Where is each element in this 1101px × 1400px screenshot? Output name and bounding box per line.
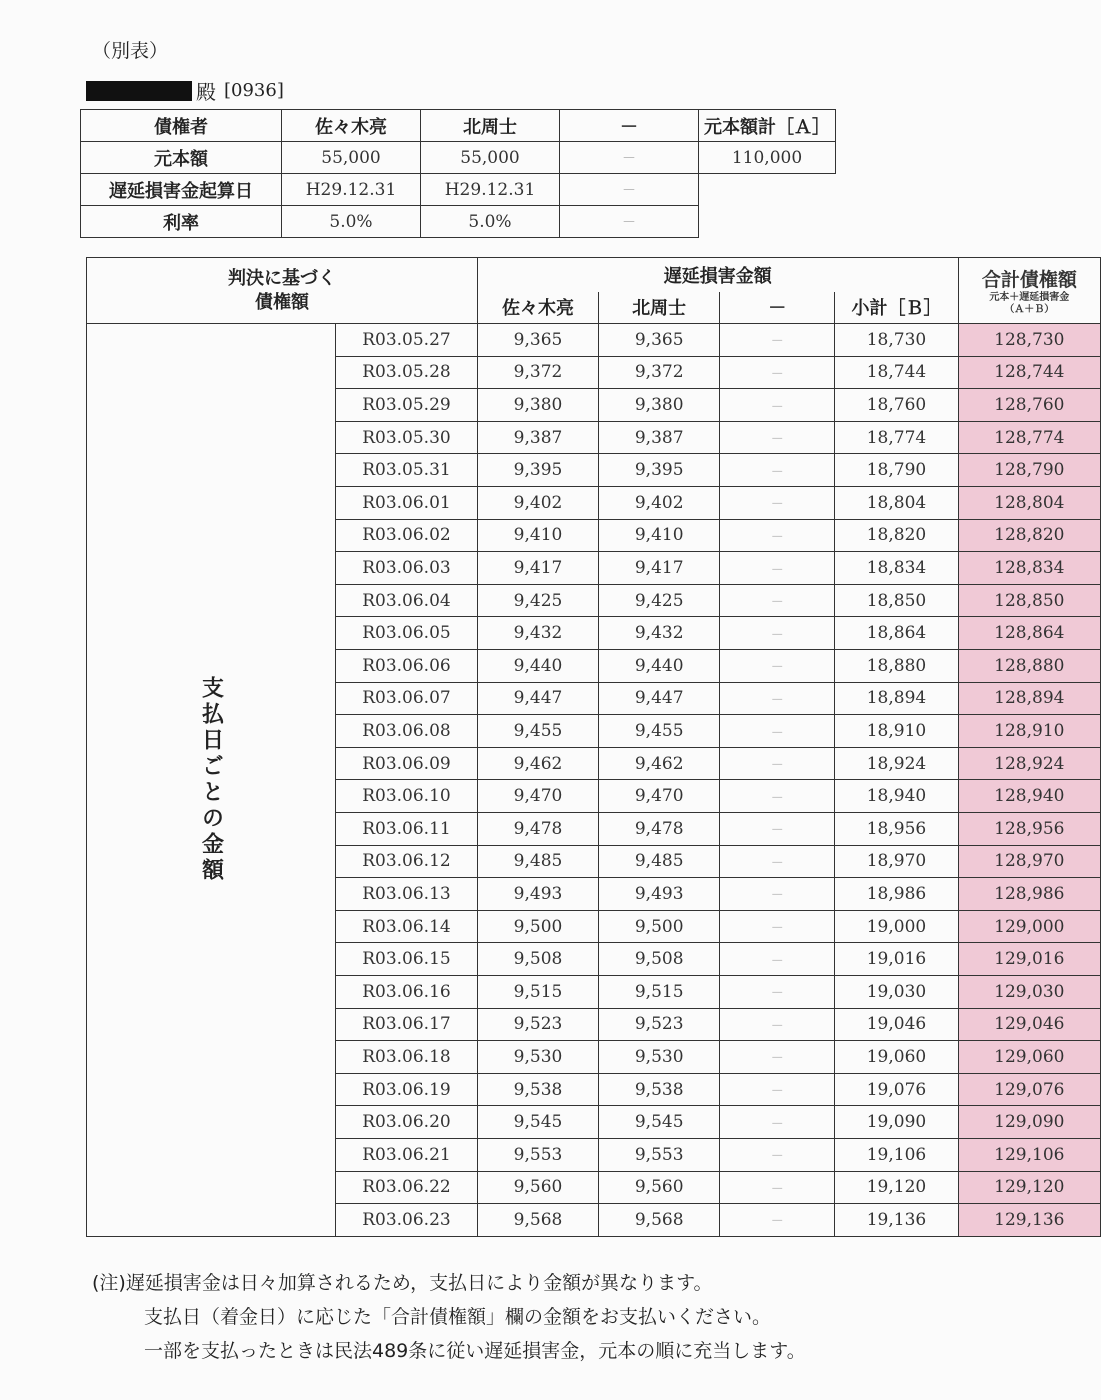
start-date-1: H29.12.31	[282, 174, 421, 206]
damages-creditor-2: 9,432	[599, 617, 720, 650]
creditor-label: 債権者	[81, 110, 282, 142]
subtotal: 19,016	[835, 943, 958, 976]
total-claim: 128,804	[958, 487, 1100, 520]
total-claim: 128,760	[958, 389, 1100, 422]
damages-creditor-3: －	[720, 650, 835, 683]
damages-creditor-1: 9,410	[477, 519, 598, 552]
total-claim: 128,894	[958, 682, 1100, 715]
payment-date: R03.06.18	[336, 1041, 478, 1074]
payment-date: R03.06.13	[336, 878, 478, 911]
total-claim: 129,046	[958, 1008, 1100, 1041]
total-claim: 128,956	[958, 813, 1100, 846]
subtotal: 19,000	[835, 910, 958, 943]
subtotal: 19,046	[835, 1008, 958, 1041]
damages-creditor-3: －	[720, 324, 835, 357]
damages-creditor-3: －	[720, 1171, 835, 1204]
damages-creditor-1: 9,470	[477, 780, 598, 813]
damages-creditor-1: 9,447	[477, 682, 598, 715]
payment-date: R03.06.12	[336, 845, 478, 878]
damages-creditor-2: 9,493	[599, 878, 720, 911]
subtotal: 18,940	[835, 780, 958, 813]
rate-row	[81, 206, 836, 238]
creditor-row	[81, 110, 836, 142]
payment-date: R03.05.28	[336, 356, 478, 389]
principal-row	[81, 142, 836, 174]
damages-creditor-1: 9,523	[477, 1008, 598, 1041]
damages-creditor-2: 9,500	[599, 910, 720, 943]
summary-table	[80, 109, 836, 238]
creditor-2: 北周士	[421, 110, 560, 142]
damages-creditor-1: 9,508	[477, 943, 598, 976]
damages-creditor-2: 9,372	[599, 356, 720, 389]
start-date-2: H29.12.31	[421, 174, 560, 206]
total-claim: 128,744	[958, 356, 1100, 389]
damages-creditor-1: 9,462	[477, 747, 598, 780]
subtotal: 18,774	[835, 421, 958, 454]
subtotal: 18,970	[835, 845, 958, 878]
rate-1: 5.0%	[282, 206, 421, 238]
case-code: [0936]	[224, 80, 284, 101]
total-note-1: 元本＋遅延損害金	[989, 292, 1070, 304]
payment-date: R03.06.04	[336, 584, 478, 617]
total-claim: 128,864	[958, 617, 1100, 650]
damages-creditor-2: 9,410	[599, 519, 720, 552]
damages-creditor-3: －	[720, 519, 835, 552]
damages-creditor-2: 9,440	[599, 650, 720, 683]
principal-2: 55,000	[421, 142, 560, 174]
damages-creditor-3: －	[720, 845, 835, 878]
total-claim: 128,790	[958, 454, 1100, 487]
total-claim: 128,924	[958, 747, 1100, 780]
col-subtotal: 小計［Ｂ］	[835, 292, 958, 324]
damages-creditor-1: 9,387	[477, 421, 598, 454]
empty-cell	[699, 206, 836, 238]
damages-creditor-3: －	[720, 617, 835, 650]
payment-date: R03.06.06	[336, 650, 478, 683]
damages-creditor-2: 9,515	[599, 975, 720, 1008]
damages-creditor-2: 9,530	[599, 1041, 720, 1074]
empty-cell	[699, 174, 836, 206]
damages-creditor-1: 9,432	[477, 617, 598, 650]
payment-date: R03.06.08	[336, 715, 478, 748]
damages-creditor-2: 9,380	[599, 389, 720, 422]
principal-1: 55,000	[282, 142, 421, 174]
subtotal: 19,090	[835, 1106, 958, 1139]
payment-rows	[87, 324, 1101, 1237]
damages-creditor-1: 9,530	[477, 1041, 598, 1074]
damages-creditor-3: －	[720, 910, 835, 943]
damages-creditor-1: 9,372	[477, 356, 598, 389]
subtotal: 18,924	[835, 747, 958, 780]
total-claim: 129,136	[958, 1204, 1100, 1237]
damages-creditor-1: 9,455	[477, 715, 598, 748]
subtotal: 18,834	[835, 552, 958, 585]
damages-creditor-3: －	[720, 1073, 835, 1106]
damages-creditor-1: 9,500	[477, 910, 598, 943]
damages-creditor-3: －	[720, 1138, 835, 1171]
payment-date: R03.05.31	[336, 454, 478, 487]
subtotal: 18,864	[835, 617, 958, 650]
damages-creditor-3: －	[720, 487, 835, 520]
damages-creditor-1: 9,493	[477, 878, 598, 911]
total-claim: 129,000	[958, 910, 1100, 943]
total-claim: 128,774	[958, 421, 1100, 454]
damages-creditor-1: 9,560	[477, 1171, 598, 1204]
total-claim: 128,940	[958, 780, 1100, 813]
subtotal: 18,804	[835, 487, 958, 520]
damages-creditor-3: －	[720, 1008, 835, 1041]
note-2: 支払日（着金日）に応じた「合計債権額」欄の金額をお支払いください。	[144, 1306, 772, 1328]
recipient-line	[86, 76, 284, 105]
damages-creditor-3: －	[720, 584, 835, 617]
total-claim: 129,120	[958, 1171, 1100, 1204]
payment-date: R03.06.19	[336, 1073, 478, 1106]
start-date-row	[81, 174, 836, 206]
payment-date: R03.05.30	[336, 421, 478, 454]
damages-creditor-2: 9,553	[599, 1138, 720, 1171]
corner-label: 判決に基づく 債権額	[87, 258, 478, 324]
subtotal: 19,030	[835, 975, 958, 1008]
note-1: (注)遅延損害金は日々加算されるため，支払日により金額が異なります。	[92, 1272, 713, 1294]
creditor-3: －	[560, 110, 699, 142]
subtotal: 18,790	[835, 454, 958, 487]
total-claim: 129,106	[958, 1138, 1100, 1171]
payment-date: R03.06.20	[336, 1106, 478, 1139]
damages-creditor-2: 9,447	[599, 682, 720, 715]
total-claim: 129,030	[958, 975, 1100, 1008]
header-row	[87, 258, 1101, 292]
damages-creditor-1: 9,545	[477, 1106, 598, 1139]
subtotal: 19,136	[835, 1204, 958, 1237]
note-3: 一部を支払ったときは民法489条に従い遅延損害金，元本の順に充当します。	[144, 1340, 806, 1362]
payment-date: R03.06.15	[336, 943, 478, 976]
total-claim: 128,834	[958, 552, 1100, 585]
damages-creditor-3: －	[720, 454, 835, 487]
subtotal: 18,986	[835, 878, 958, 911]
damages-creditor-1: 9,440	[477, 650, 598, 683]
payment-date: R03.06.21	[336, 1138, 478, 1171]
col-creditor-3: －	[720, 292, 835, 324]
damages-creditor-1: 9,553	[477, 1138, 598, 1171]
damages-creditor-2: 9,470	[599, 780, 720, 813]
notes	[92, 1266, 806, 1368]
damages-creditor-2: 9,395	[599, 454, 720, 487]
damages-creditor-1: 9,395	[477, 454, 598, 487]
subtotal: 19,076	[835, 1073, 958, 1106]
payment-date: R03.06.09	[336, 747, 478, 780]
total-claim: 128,820	[958, 519, 1100, 552]
rate-3: －	[560, 206, 699, 238]
subtotal: 18,730	[835, 324, 958, 357]
payment-date: R03.05.27	[336, 324, 478, 357]
damages-creditor-3: －	[720, 943, 835, 976]
payment-date: R03.06.03	[336, 552, 478, 585]
annex-label: （別表）	[92, 40, 169, 62]
total-claim: 128,986	[958, 878, 1100, 911]
total-claim: 128,880	[958, 650, 1100, 683]
subtotal: 18,850	[835, 584, 958, 617]
damages-creditor-2: 9,455	[599, 715, 720, 748]
payment-date: R03.06.01	[336, 487, 478, 520]
damages-creditor-1: 9,380	[477, 389, 598, 422]
total-claim: 129,060	[958, 1041, 1100, 1074]
total-claim: 128,970	[958, 845, 1100, 878]
total-title: 合計債権額	[981, 269, 1077, 292]
payment-table	[86, 257, 1101, 1237]
total-note-2: （Ａ＋Ｂ）	[1004, 304, 1055, 316]
start-date-label: 遅延損害金起算日	[81, 174, 282, 206]
damages-creditor-1: 9,485	[477, 845, 598, 878]
damages-creditor-2: 9,485	[599, 845, 720, 878]
damages-creditor-3: －	[720, 1041, 835, 1074]
damages-creditor-2: 9,417	[599, 552, 720, 585]
damages-creditor-3: －	[720, 552, 835, 585]
total-claim: 129,090	[958, 1106, 1100, 1139]
total-claim: 128,730	[958, 324, 1100, 357]
payment-date: R03.06.02	[336, 519, 478, 552]
damages-creditor-3: －	[720, 1204, 835, 1237]
damages-creditor-3: －	[720, 421, 835, 454]
damages-creditor-2: 9,508	[599, 943, 720, 976]
damages-creditor-3: －	[720, 1106, 835, 1139]
damages-creditor-2: 9,545	[599, 1106, 720, 1139]
subtotal: 18,894	[835, 682, 958, 715]
damages-creditor-3: －	[720, 878, 835, 911]
start-date-3: －	[560, 174, 699, 206]
subtotal: 18,760	[835, 389, 958, 422]
damages-creditor-2: 9,523	[599, 1008, 720, 1041]
subtotal: 19,106	[835, 1138, 958, 1171]
col-creditor-2: 北周士	[599, 292, 720, 324]
damages-label: 遅延損害金額	[477, 258, 958, 292]
total-claim: 128,910	[958, 715, 1100, 748]
rate-2: 5.0%	[421, 206, 560, 238]
payment-date: R03.06.22	[336, 1171, 478, 1204]
rate-label: 利率	[81, 206, 282, 238]
damages-creditor-1: 9,417	[477, 552, 598, 585]
damages-creditor-1: 9,478	[477, 813, 598, 846]
payment-date: R03.06.14	[336, 910, 478, 943]
payment-date: R03.06.11	[336, 813, 478, 846]
payment-date: R03.06.07	[336, 682, 478, 715]
damages-creditor-3: －	[720, 682, 835, 715]
principal-total-label: 元本額計［Ａ］	[699, 110, 836, 142]
damages-creditor-3: －	[720, 813, 835, 846]
creditor-1: 佐々木亮	[282, 110, 421, 142]
damages-creditor-3: －	[720, 747, 835, 780]
damages-creditor-2: 9,387	[599, 421, 720, 454]
subtotal: 19,060	[835, 1041, 958, 1074]
damages-creditor-1: 9,425	[477, 584, 598, 617]
redacted-name	[86, 81, 192, 101]
damages-creditor-1: 9,568	[477, 1204, 598, 1237]
damages-creditor-3: －	[720, 356, 835, 389]
damages-creditor-3: －	[720, 715, 835, 748]
damages-creditor-2: 9,478	[599, 813, 720, 846]
damages-creditor-2: 9,402	[599, 487, 720, 520]
damages-creditor-2: 9,568	[599, 1204, 720, 1237]
table-row	[87, 324, 1101, 357]
damages-creditor-2: 9,365	[599, 324, 720, 357]
principal-total: 110,000	[699, 142, 836, 174]
damages-creditor-3: －	[720, 389, 835, 422]
damages-creditor-3: －	[720, 975, 835, 1008]
subtotal: 18,820	[835, 519, 958, 552]
damages-creditor-1: 9,538	[477, 1073, 598, 1106]
payment-date: R03.06.05	[336, 617, 478, 650]
col-creditor-1: 佐々木亮	[477, 292, 598, 324]
payment-date: R03.06.10	[336, 780, 478, 813]
principal-3: －	[560, 142, 699, 174]
total-claim: 129,016	[958, 943, 1100, 976]
total-header	[958, 258, 1100, 324]
principal-label: 元本額	[81, 142, 282, 174]
damages-creditor-2: 9,462	[599, 747, 720, 780]
damages-creditor-1: 9,402	[477, 487, 598, 520]
honorific: 殿	[196, 80, 216, 104]
payment-date: R03.06.16	[336, 975, 478, 1008]
total-claim: 128,850	[958, 584, 1100, 617]
side-label: 支払日ごとの金額	[87, 324, 336, 1237]
payment-date: R03.06.17	[336, 1008, 478, 1041]
subtotal: 18,744	[835, 356, 958, 389]
damages-creditor-1: 9,365	[477, 324, 598, 357]
damages-creditor-2: 9,560	[599, 1171, 720, 1204]
damages-creditor-1: 9,515	[477, 975, 598, 1008]
subtotal: 18,880	[835, 650, 958, 683]
payment-date: R03.05.29	[336, 389, 478, 422]
subtotal: 18,956	[835, 813, 958, 846]
subtotal: 18,910	[835, 715, 958, 748]
damages-creditor-2: 9,425	[599, 584, 720, 617]
subtotal: 19,120	[835, 1171, 958, 1204]
damages-creditor-2: 9,538	[599, 1073, 720, 1106]
damages-creditor-3: －	[720, 780, 835, 813]
payment-date: R03.06.23	[336, 1204, 478, 1237]
total-claim: 129,076	[958, 1073, 1100, 1106]
